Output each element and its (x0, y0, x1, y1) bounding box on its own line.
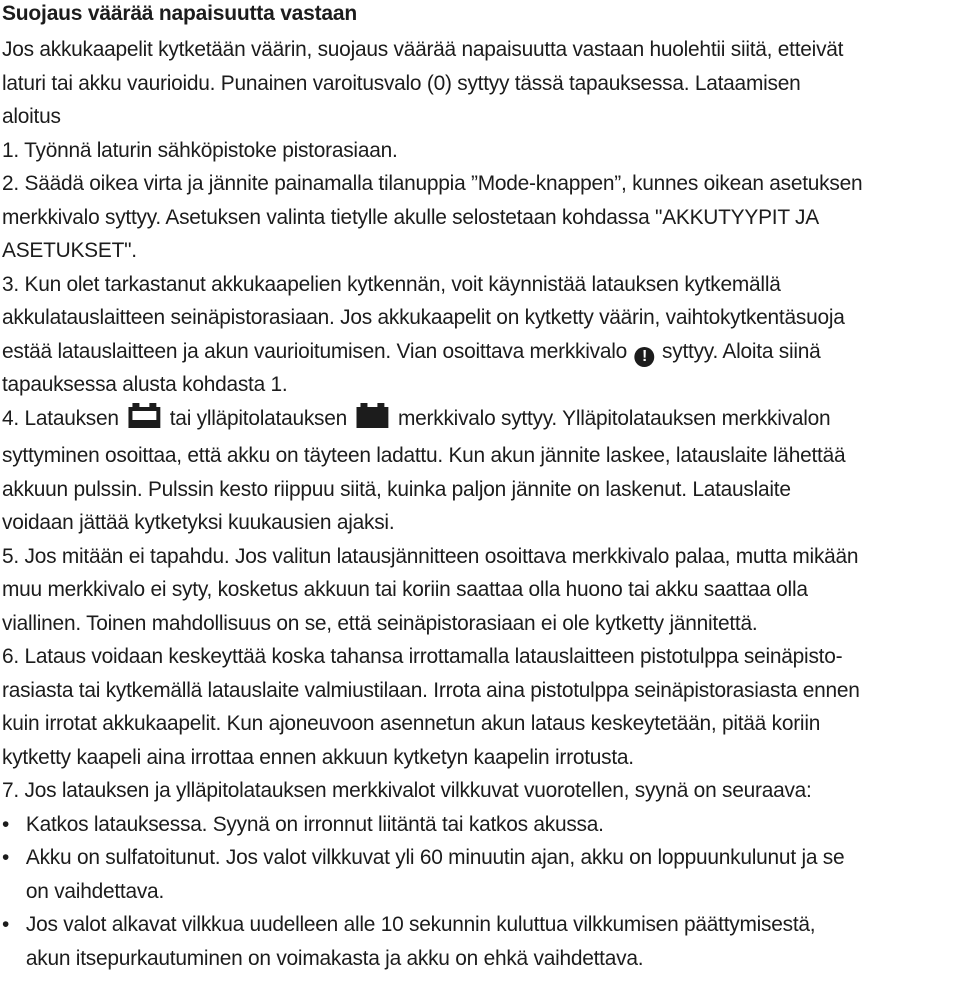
text-line: ASETUKSET". (2, 239, 137, 262)
bullet-item (2, 808, 956, 842)
text-line: muu merkkivalo ei syty, kosketus akkuun tai koriin saattaa olla huono tai akku saattaa olla (2, 578, 808, 601)
battery-outline-icon (126, 403, 162, 440)
step-2-line: 2. Säädä oikea virta ja jännite painamalla tilanuppia ”Mode-knappen”, kunnes oikean asetuksen (2, 172, 863, 195)
step-6-line: 6. Lataus voidaan keskeyttää koska tahansa irrottamalla latauslaitteen pistotulppa seinäpisto- (2, 645, 843, 668)
text-line: syttyminen osoittaa, että akku on täyteen ladattu. Kun akun jännite laskee, latauslaite lähettää (2, 444, 846, 467)
text-line: akkulatauslaitteen seinäpistorasiaan. Jos akkukaapelit on kytketty väärin, vaihtokytkentäsuoja (2, 306, 845, 329)
text-line: laturi tai akku vaurioidu. Punainen varoitusvalo (0) syttyy tässä tapauksessa. Lataamisen (2, 71, 801, 95)
battery-filled-icon (355, 403, 391, 440)
step-3-line: 3. Kun olet tarkastanut akkukaapelien kytkennän, voit käynnistää latauksen kytkemällä (2, 272, 781, 296)
text-line: kytketty kaapeli aina irrottaa ennen akkuun kytketyn kaapelin irrotusta. (2, 745, 634, 769)
text-line: rasiasta tai kytkemällä latauslaite valmiustilaan. Irrota aina pistotulppa seinäpistorasiasta ennen (2, 678, 860, 702)
text-fragment: Katkos latauksessa. Syynä on irronnut liitäntä tai katkos akussa. (25, 812, 604, 836)
text-fragment: merkkivalo syttyy. Ylläpitolatauksen merkkivalon (398, 406, 831, 430)
document-page (0, 2, 960, 993)
text-fragment: 4. Latauksen (2, 406, 119, 430)
text-fragment: Jos valot alkavat vilkkua uudelleen alle 10 sekunnin kuluttua vilkkumisen päättymisestä, (25, 913, 816, 936)
bullet-icon: • (2, 846, 10, 869)
text-line (2, 335, 956, 369)
text-line: viallinen. Toinen mahdollisuus on se, että seinäpistorasiaan ei ole kytketty jännitettä. (2, 611, 758, 635)
step-7-line: 7. Jos latauksen ja ylläpitolatauksen merkkivalot vilkkuvat vuorotellen, syynä on seuraava: (2, 779, 812, 802)
text-line: merkkivalo syttyy. Asetuksen valinta tietylle akulle selostetaan kohdassa "AKKUTYYPIT JA (2, 205, 819, 229)
text-line: Jos akkukaapelit kytketään väärin, suojaus väärää napaisuutta vastaan huolehtii siitä, etteivät (2, 38, 844, 61)
bullet-item (2, 908, 956, 942)
text-line: voidaan jättää kytketyksi kuukausien ajaksi. (2, 511, 395, 534)
section-title: Suojaus väärää napaisuutta vastaan (2, 2, 358, 25)
text-line: tapauksessa alusta kohdasta 1. (2, 373, 288, 396)
text-line: on vaihdettava. (25, 879, 165, 903)
bullet-icon: • (2, 913, 10, 936)
bullet-item (2, 841, 956, 875)
text-line: akkuun pulssin. Pulssin kesto riippuu siitä, kuinka paljon jännite on laskenut. Latauslaite (2, 477, 791, 501)
text-fragment: estää latauslaitteen ja akun vaurioitumisen. Vian osoittava merkkivalo (2, 339, 628, 363)
text-fragment: syttyy. Aloita siinä (662, 339, 821, 363)
text-fragment: Akku on sulfatoitunut. Jos valot vilkkuvat yli 60 minuutin ajan, akku on loppuunkulunut ja se (25, 846, 845, 869)
step-1-line: 1. Työnnä laturin sähköpistoke pistorasiaan. (2, 138, 398, 162)
text-line: kuin irrotat akkukaapelit. Kun ajoneuvoon asennetun akun lataus keskeytetään, pitää koriin (2, 712, 821, 735)
step-4-line (2, 402, 956, 440)
bullet-icon: • (2, 812, 10, 836)
text-line: aloitus (2, 105, 61, 128)
step-5-line: 5. Jos mitään ei tapahdu. Jos valitun latausjännitteen osoittava merkkivalo palaa, mutta mikään (2, 544, 859, 568)
text-fragment: tai ylläpitolatauksen (169, 406, 348, 430)
exclamation-circle-icon: ! (635, 347, 655, 367)
text-line: akun itsepurkautuminen on voimakasta ja akku on ehkä vaihdettava. (25, 946, 644, 970)
